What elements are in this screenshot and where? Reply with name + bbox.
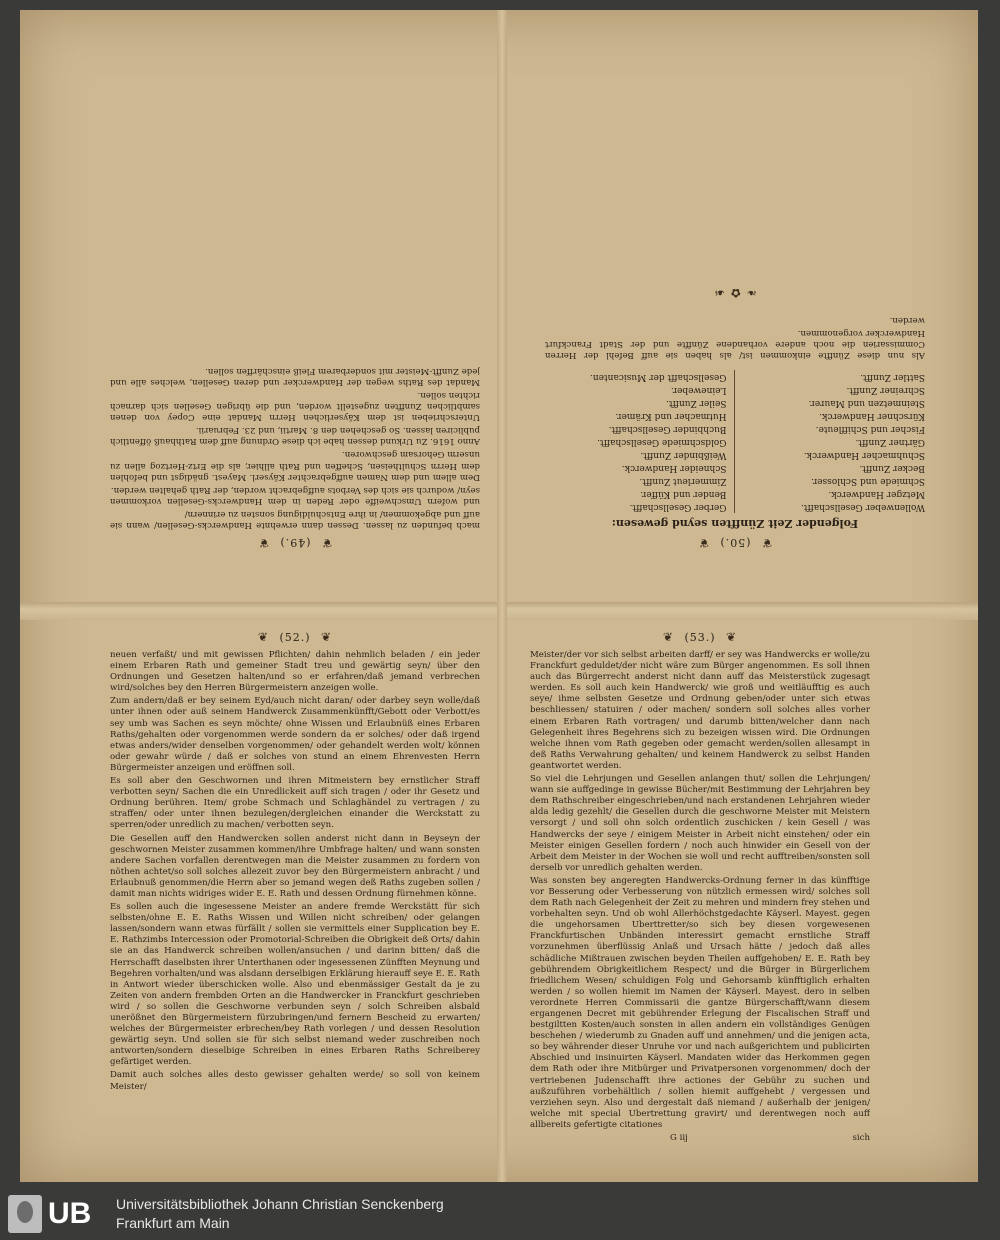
guild-item: Becker Zunfft. [859, 463, 925, 473]
paragraph: Es soll aber den Geschwornen und ihren Mitmeistern bey ernstlicher Straff verbotten seyn/ Sachen die ein Unredlickeit auff sich tragen / oder ihr Gesetz und Ordnung berühren. Item/ grobe Schmach und Schlaghändel zu vertragen / zu straffen/ oder unter ihnen bezulegen/dergleichen einander die Werckstatt zu sperren/oder unredlich zu machen/ verbotten seyn. [110, 776, 480, 831]
guild-item: Bender und Küffer. [640, 489, 727, 499]
page-bottom-left [110, 630, 480, 1120]
guild-item: Fischer und Schiffleute. [815, 424, 925, 434]
library-footer [0, 1190, 1000, 1240]
paragraph: Anno 1616. Zu Urkund dessen habe ich diese Ordnung auff dem Rathhauß öffentlich publiciren lassen. So geschehen den 8. Martii, und 23. Februarii. [110, 425, 480, 447]
guild-item: Gerber Gesellschafft. [629, 502, 727, 512]
guild-item: Zimmerleut Zunfft. [639, 476, 727, 486]
guild-item: Goldschmiede Gesellschafft. [597, 437, 727, 447]
paragraph: Dem allem und dem Namen auffgebrachter Käyserl. Mayest. gnädigst und befohlen dem Herrn Schultheisen, Scheffen und Rath allhier, als die Ertz-Hertzog allen zu unserm Gehorsam geschworen. [110, 449, 480, 482]
page-bottom-right [530, 630, 870, 1150]
paragraph: und wofern Umschweiffe oder Reden in dem Handwercks-Gesellen vorkommen seyn/ wodurch sie sich des Verbots auffgebracht worden, der Rath gehalten werden. [110, 484, 480, 506]
ornament-icon: ❦ [761, 536, 773, 550]
paragraph: Mandat des Raths wegen der Handwercker und deren Gesellen, welches alle und jede Zunfft-Meister mit sonderbarem Fleiß einschärffen sollen. [110, 365, 480, 387]
vertical-fold [497, 10, 507, 1182]
ornament-icon: ❧ ✿ ☙ [713, 285, 757, 300]
guild-item: Hutmacher und Krämer. [615, 411, 727, 421]
catchword: sich [852, 1133, 870, 1144]
paragraph: Unterschrieben ist dem Käyserlichen Herrn Mandat eine Copey von denen sambtlichen Zunfften zugestellt worden, und die übrigen Gesellen sich darnach richten sollen. [110, 389, 480, 423]
guild-item: Schneider Handwerck. [621, 463, 727, 473]
paragraph: So viel die Lehrjungen und Gesellen anlangen thut/ sollen die Lehrjungen/ wann sie auffgedinge in gewisse Bücher/mit Bestimmung der Lehrjahren bey dem Rathschreiber eingeschrieben/und nach erstandenen Lehrjahren wieder alda ledig gezehlt/ die Gesellen durch die geschworne Meister mit Meistern versorgt / und soll ohn solch ordentlich zuschicken / kein Gesell / was Handwercks der seye / einigem Meister in Arbeit nicht einstehen/ oder ein Meister einigen Gesellen fordern / noch auch hinwider ein Gesell von der Arbeit dem Meister in der Wochen sie woll und recht aufftreiben/sonsten soll derselb vor unredlich gehalten werden. [530, 774, 870, 873]
guild-item: Schuhmacher Handwerck. [803, 450, 925, 460]
paragraph: Was sonsten bey angeregten Handwercks-Ordnung ferner in das künfftige vor Besserung oder Verbesserung von nützlich ermessen wird/ solches soll dem Rath nach Gelegenheit der Zeit zu mehren und mindern frey stehen und vorbehalten seyn. Und ob wohl Allerhöchstgedachte Käyserl. Mayest. gegen die ungehorsamen Uberttretter/so sich bey diesen vorgewesenen Franckfurtischen Unbänden interessirt gemacht ernstliche Straff vorzunehmen überflüssig Anlaß und Ursach hätte / jedoch daß alles schädliche Mißtrauen zwischen beyden Theilen auffgehoben/ E. E. Rath bey gebührendem Obrigkeitlichem Respect/ und die Bürger in Bürgerlichem friedlichem Wesen/ schuldigen Folg und Gehorsamb künfftiglich erhalten werden / so wollen hiemit im Namen der Käyserl. Mayest. dero in selben verordnete Herren Commissarii die gantze Bürgerschafft/wann diesem ergangenen Decret mit gebührender Erlegung der Fiscalischen Straff und bestgiltten Kosten/auch sonsten in allen andern ein vollständiges Genügen beschehen / wiederumb zu Gnaden auff und annehmen/ und die jenigen acta, so bey währender dieser Unruhe vor und nach außgerichtem und publicirten Abschied und insinuirten Käyserl. Mandaten wider das Herkommen gegen dem Rath oder ihre Mitbürger und Privatpersonen vorgenommen/ doch der vertriebenen Judenschafft ihre actiones der Gebühr zu suchen und außzuführen vorbehältlich / sollen hiemit auffgehebt / vergessen und verziehen seyn. Also und dergestalt daß niemand / außerhalb der jenigen/ welche mit special Ubertrettung gravirt/ und derentwegen noch auff allbereits gefertigte citationes [530, 875, 870, 1130]
guild-item: Metzger Handwerck. [828, 489, 925, 499]
page-top-left [110, 70, 480, 550]
ornament-icon: ❦ [257, 630, 269, 644]
guild-item: Steinmetzen und Maurer. [808, 398, 925, 408]
ornament-icon: ❦ [697, 536, 709, 550]
ornament-icon: ❦ [726, 630, 738, 644]
library-city: Frankfurt am Main [116, 1215, 230, 1231]
ornament-icon: ❦ [257, 536, 269, 550]
ornament-icon: ❦ [321, 536, 333, 550]
guild-item: Seiler Zunfft. [666, 398, 727, 408]
guild-item: Buchbinder Gesellschafft. [608, 424, 727, 434]
guild-column [545, 370, 727, 513]
ornament-icon: ❦ [662, 630, 674, 644]
paragraph: Meister/der vor sich selbst arbeiten darff/ er sey was Handwercks er wolle/zu Franckfurt geduldet/der nicht wäre zum Bürger angenommen. Es soll ihnen auch das Bürgerrecht anderst nicht dann auff das Meisterstück zugesagt werden. Es soll auch kein Handwerck/ wie groß und weitläufftig es auch seye/ ihme selbsten Gesetze und Ordnung geben/oder unter sich etwas beschliessen/ statuiren / oder machen/ sondern soll solches alles vorher einem Erbaren Rath vortragen/ und darumb bitten/welcher dann nach Gelegenheit ihres Begehrens sich zu bezeigen wissen wird. Die Ordnungen welche ihnen vom Rath gegeben oder gemacht werden/sollen allesampt in deß Raths Verwahrung gehalten/ und keinem Handwerck zu selbst Handen geantwortet werden. [530, 650, 870, 771]
library-logo [8, 1194, 118, 1234]
paragraph: Die Gesellen auff den Handwercken sollen anderst nicht dann in Beyseyn der geschwornen Meister zusammen kommen/ihre Umbfrage halten/ und wann sonsten andere Sachen vorfallen derentwegen man die Meister zusammen zu fordern von nöthen achtet/so soll solches allezeit zuvor bey den Bürgermeistern anbracht / und Erlaubnuß genommen/die Herrn aber so jemand wegen deß Raths zugeben sollen / damit man nichts widriges wider E. E. Rath und dessen Ordnung fürnehmen könne. [110, 833, 480, 899]
paragraph: werden. [889, 314, 925, 325]
paragraph: Als nun diese Zünffte einkommen ist/ als haben sie auff Befehl der Herren Commissarien die noch andere vorhandene Zünffte und der Stadt Franckfurt Handwercker vorgenommen. [545, 327, 925, 360]
paragraph: mach befunden zu lassen. Dessen dann erwehnte Handwercks-Gesellen/ wann sie auff und abgekommen/ in ihre Entschuldigung sonsten zu erinnern/ [110, 508, 480, 530]
guild-column [744, 370, 926, 513]
page-number: (53.) [684, 631, 716, 644]
guild-list [545, 370, 925, 513]
guild-item: Weißbinder Zunfft. [640, 450, 727, 460]
guild-item: Kürschner Handwerck. [819, 411, 925, 421]
ornament-icon: ❦ [321, 630, 333, 644]
page-number: (49.) [279, 536, 311, 549]
library-name: Universitätsbibliothek Johann Christian Senckenberg [116, 1196, 444, 1212]
guild-item: Leineweber. [670, 385, 727, 395]
page-number: (50.) [719, 536, 751, 549]
guild-item: Schreiner Zunfft. [846, 385, 925, 395]
portrait-icon [8, 1195, 42, 1233]
paragraph: Zum andern/daß er bey seinem Eyd/auch nicht daran/ oder darbey seyn wolle/daß unter ihnen oder auß seinem Handwerck Zusammenkünfft/Gebott oder Verbott/es sey umb was Sachen es seyn möchte/ ohne Wissen und Erlaubnüß eines Erbaren Raths/gehalten oder vorgenommen werde sondern da er solches/ oder daß irgend etwas anders/wider denselben vorgenommen/ oder gehandelt werden wolt/ können oder gewahr würde / daß er solches von stund an einem Ehrenvesten Herrn Bürgermeister anzeigen und eröffnen soll. [110, 696, 480, 773]
section-heading: Folgender Zeit Zünfften seynd gewesen: [611, 517, 859, 530]
paragraph: neuen verfaßt/ und mit gewissen Pflichten/ dahin nehmlich beladen / ein jeder einem Erbaren Rath und gemeiner Stadt treu und gewärtig seyn/ über den Ordnungen und Gesetzen halten/und so er erfahren/daß jemand verbrechen wird/solches bey den Herren Bürgermeistern anzeigen wolle. [110, 650, 480, 694]
guild-item: Gesellschafft der Musicanten. [590, 372, 727, 382]
guild-item: Schmiede und Schlosser. [811, 476, 925, 486]
guild-item: Gärtner Zunfft. [855, 437, 925, 447]
paragraph: Es sollen auch die ingesessene Meister an andere fremde Werckstätt für sich selbsten/ohne E. E. Raths Wissen und Willen nicht schreiben/ oder gelangen lassen/sondern wann etwas fürfällt / sollen sie vermittels einer Supplication bey E. E. Rathzimbs Intercession oder Promotorial-Schreiben die Obrigkeit deß Orts/ dahin sie an das Handwerck schreiben wollen/ansuchen / und darinn bitten/ daß die Herrschafft daselbsten ihrer Unterthanen oder ingesessenen Zünfften Meynung und Begehren vorhalten/und was alsdann derselbigen Erklärung hierauff seye E. E. Rath in Antwort wieder überschicken wolle. Also und ebenmässiger Gestalt da je zu Zeiten von andern frembden Orten an die Handwercker in Franckfurt geschrieben wird / so sollen die Geschworne verbunden seyn / solch Schreiben alsbald unerößnet den Bürgermeistern fürzubringen/und fernern Bescheid zu erwarten/ welches der Bürgermeister erbrechen/bey Rath vorlegen / und dessen Resolution gewärtig seyn. Und sollen sie für sich selbst niemand weder zuschreiben noch antworten/sondern dieselbige Schreiben in eines Erbaren Raths Schreiberey gefärtiget werden. [110, 902, 480, 1068]
guild-item: Sattler Zunfft. [860, 372, 925, 382]
page-top-right [545, 100, 925, 550]
logo-text: UB [48, 1197, 92, 1230]
page-number: (52.) [279, 631, 311, 644]
signature-mark: G iij [670, 1133, 688, 1144]
column-divider [735, 370, 736, 513]
guild-item: Wollenweber Gesellschafft. [800, 502, 925, 512]
paragraph: Damit auch solches alles desto gewisser gehalten werde/ so soll von keinem Meister/ [110, 1070, 480, 1092]
